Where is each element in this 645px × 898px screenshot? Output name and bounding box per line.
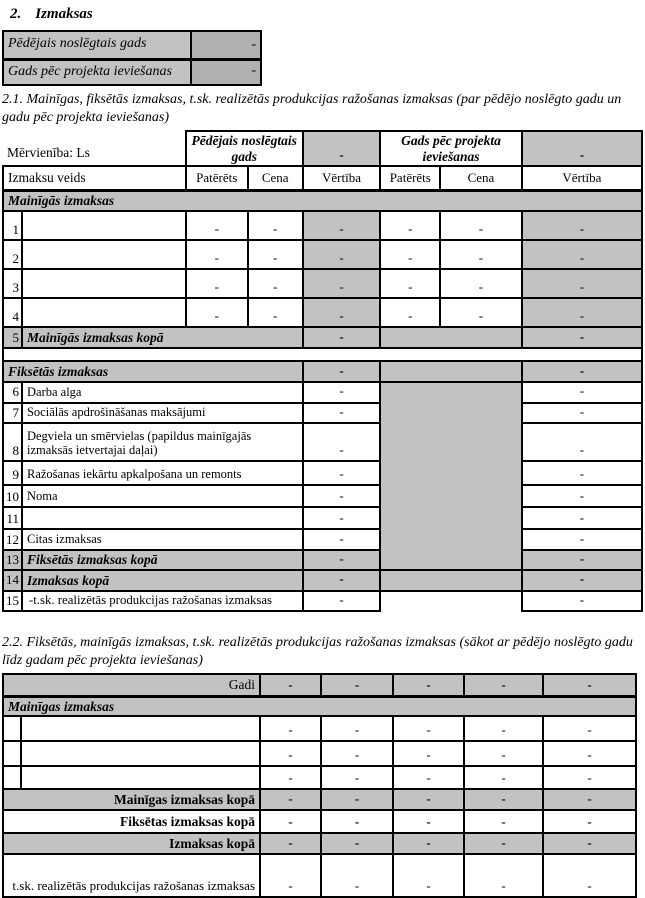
value-cell: - (303, 382, 381, 402)
table-row (3, 382, 642, 402)
value-cell: - (248, 269, 303, 298)
value-cell: - (393, 789, 464, 810)
variable-costs-total-row (3, 789, 636, 810)
value-cell: - (522, 298, 642, 327)
row-label (22, 298, 186, 327)
row-label (22, 269, 186, 298)
table-row (3, 31, 261, 59)
years-header-row (3, 674, 636, 696)
value-cell: - (522, 211, 642, 240)
section-2-2-heading: 2.2. Fiksētās, mainīgās izmaksas, t.sk. realizētās produkcijas ražošanas izmaksas (sākot ar pēdējo noslēgto gadu līdz gadam pēc projekta ieviešanas) (2, 635, 633, 669)
value-cell: - (248, 211, 303, 240)
incl-production-costs-row (3, 591, 642, 611)
value-cell: - (440, 269, 522, 298)
value-cell: - (393, 854, 464, 897)
value-cell: - (543, 833, 636, 854)
value-cell: - (464, 810, 543, 833)
costs-table-2-1 (2, 130, 643, 612)
value-cell: - (440, 298, 522, 327)
value-cell: - (303, 298, 381, 327)
value-cell: - (321, 766, 393, 789)
group2-header: Gads pēc projekta ieviešanas (380, 131, 521, 166)
row-number: 7 (3, 403, 22, 423)
value-cell: - (522, 361, 642, 382)
value-cell: - (303, 591, 381, 611)
fixed-costs-total-row (3, 810, 636, 833)
table-row (3, 529, 642, 550)
value-cell: - (321, 833, 393, 854)
value-cell: - (522, 591, 642, 611)
table-row (3, 741, 636, 766)
page-title (10, 6, 643, 23)
value-cell: - (393, 716, 464, 741)
value-cell: - (543, 789, 636, 810)
value-cell: - (380, 298, 440, 327)
value-cell: - (186, 240, 248, 269)
value-cell: - (393, 741, 464, 766)
row-label: Sociālās apdrošināšanas maksājumi (22, 403, 303, 423)
empty-region (380, 591, 521, 611)
value-cell: - (464, 789, 543, 810)
value-cell: - (380, 269, 440, 298)
year-after-project-label: Gads pēc projekta ieviešanas (3, 59, 191, 85)
row-label (22, 211, 186, 240)
value-cell: - (260, 833, 321, 854)
value-cell: - (393, 766, 464, 789)
table-row (3, 485, 642, 507)
value-cell: - (440, 211, 522, 240)
merged-gray-cell (380, 570, 521, 590)
unit-label: Mērvienība: Ls (3, 131, 186, 166)
value-cell: - (321, 716, 393, 741)
year-after-project-value: - (191, 59, 261, 85)
row-label (22, 507, 303, 529)
group1-header: Pēdējais noslēgtais gads (186, 131, 303, 166)
value-cell: - (543, 854, 636, 897)
fixed-costs-section-label: Fiksētās izmaksas (3, 361, 303, 382)
variable-costs-total-label: Mainīgas izmaksas kopā (3, 789, 260, 810)
total-costs-row (3, 570, 642, 590)
value-cell: - (522, 240, 642, 269)
row-number: 14 (3, 570, 22, 590)
row-number: 8 (3, 423, 22, 461)
row-number: 13 (3, 550, 22, 570)
value-cell: - (260, 741, 321, 766)
value-cell: - (303, 327, 381, 348)
row-label: Citas izmaksas (22, 529, 303, 550)
value-cell: - (522, 327, 642, 348)
total-costs-label: Izmaksas kopā (22, 570, 303, 590)
row-number: 11 (3, 507, 22, 529)
value-cell: - (393, 810, 464, 833)
row-label (21, 741, 260, 766)
costs-by-year-table-2-2 (2, 673, 637, 898)
row-label (22, 240, 186, 269)
value-cell: - (260, 789, 321, 810)
value-cell: - (303, 485, 381, 507)
value-cell: - (303, 211, 381, 240)
incl-production-costs-label: t.sk. realizētās produkcijas ražošanas izmaksas (3, 854, 260, 897)
value-cell: - (440, 240, 522, 269)
row-number: 1 (3, 211, 22, 240)
value-cell: - (543, 716, 636, 741)
value-cell: - (522, 461, 642, 485)
year-cell: - (321, 674, 393, 696)
section-2-1-heading: 2.1. Mainīgas, fiksētās izmaksas, t.sk. realizētās produkcijas ražošanas izmaksas (par pēdējo noslēgto gadu un gadu pēc projekta ieviešanas) (2, 92, 622, 126)
row-number: 15 (3, 591, 22, 611)
fixed-costs-total-row (3, 550, 642, 570)
table-row (3, 507, 642, 529)
incl-production-costs-row (3, 854, 636, 897)
title-text: Izmaksas (35, 6, 93, 22)
table-row (3, 59, 261, 85)
table-row (3, 716, 636, 741)
value-cell: - (543, 766, 636, 789)
incl-production-costs-label: -t.sk. realizētās produkcijas ražošanas izmaksas (22, 591, 303, 611)
value-cell: - (543, 741, 636, 766)
variable-costs-total-label: Mainīgās izmaksas kopā (22, 327, 303, 348)
table-row (3, 269, 642, 298)
value-cell: - (321, 854, 393, 897)
value-cell: - (303, 529, 381, 550)
col-value-1: Vērtība (303, 166, 381, 190)
value-cell: - (393, 833, 464, 854)
value-cell: - (303, 403, 381, 423)
variable-costs-section-label: Mainīgās izmaksas (3, 190, 642, 211)
cost-type-header: Izmaksu veids (3, 166, 186, 190)
year-cell: - (543, 674, 636, 696)
value-cell: - (522, 423, 642, 461)
table-row (3, 240, 642, 269)
value-cell: - (380, 240, 440, 269)
merged-gray-cell (380, 361, 521, 382)
row-number (3, 741, 21, 766)
value-cell: - (303, 550, 381, 570)
row-number: 3 (3, 269, 22, 298)
value-cell: - (303, 240, 381, 269)
row-number (3, 716, 21, 741)
row-number: 12 (3, 529, 22, 550)
fixed-costs-total-label: Fiksētas izmaksas kopā (3, 810, 260, 833)
value-cell: - (464, 766, 543, 789)
group1-value-cell: - (303, 131, 381, 166)
value-cell: - (248, 240, 303, 269)
value-cell: - (260, 716, 321, 741)
row-label (21, 716, 260, 741)
col-price-1: Cena (248, 166, 303, 190)
variable-costs-section-row (3, 190, 642, 211)
table-subheader-row (3, 166, 642, 190)
table-row (3, 766, 636, 789)
value-cell: - (260, 854, 321, 897)
row-number: 2 (3, 240, 22, 269)
value-cell: - (303, 269, 381, 298)
spacer-cell (3, 348, 642, 361)
variable-costs-section-label: Mainīgas izmaksas (3, 696, 636, 716)
table-row (3, 423, 642, 461)
table-row (3, 211, 642, 240)
value-cell: - (321, 810, 393, 833)
year-cell: - (260, 674, 321, 696)
value-cell: - (464, 833, 543, 854)
variable-costs-section-row (3, 696, 636, 716)
value-cell: - (464, 854, 543, 897)
value-cell: - (303, 461, 381, 485)
value-cell: - (321, 741, 393, 766)
value-cell: - (260, 766, 321, 789)
value-cell: - (260, 810, 321, 833)
value-cell: - (522, 485, 642, 507)
col-consumed-1: Patērēts (186, 166, 248, 190)
last-closed-year-label: Pēdējais noslēgtais gads (3, 31, 191, 59)
value-cell: - (522, 570, 642, 590)
value-cell: - (464, 741, 543, 766)
value-cell: - (522, 269, 642, 298)
value-cell: - (186, 298, 248, 327)
value-cell: - (522, 529, 642, 550)
row-number: 5 (3, 327, 22, 348)
row-label: Degviela un smērvielas (papildus mainīgajās izmaksās ietvertajai daļai) (22, 423, 303, 461)
value-cell: - (186, 211, 248, 240)
value-cell: - (522, 403, 642, 423)
row-number: 9 (3, 461, 22, 485)
total-costs-row (3, 833, 636, 854)
col-consumed-2: Patērēts (380, 166, 440, 190)
year-cell: - (393, 674, 464, 696)
year-cell: - (464, 674, 543, 696)
variable-costs-total-row (3, 327, 642, 348)
group2-value-cell: - (522, 131, 642, 166)
col-price-2: Cena (440, 166, 522, 190)
row-number: 10 (3, 485, 22, 507)
value-cell: - (303, 361, 381, 382)
year-summary-table (2, 30, 262, 86)
row-number (3, 766, 21, 789)
value-cell: - (522, 382, 642, 402)
fixed-costs-section-row (3, 361, 642, 382)
value-cell: - (522, 550, 642, 570)
value-cell: - (522, 507, 642, 529)
merged-gray-block (380, 382, 521, 570)
table-row (3, 461, 642, 485)
value-cell: - (303, 570, 381, 590)
total-costs-label: Izmaksas kopā (3, 833, 260, 854)
value-cell: - (543, 810, 636, 833)
table-header-row (3, 131, 642, 166)
row-number: 6 (3, 382, 22, 402)
value-cell: - (186, 269, 248, 298)
col-value-2: Vērtība (522, 166, 642, 190)
row-label: Noma (22, 485, 303, 507)
row-number: 4 (3, 298, 22, 327)
row-label (21, 766, 260, 789)
spacer-row (3, 348, 642, 361)
row-label: Ražošanas iekārtu apkalpošana un remonts (22, 461, 303, 485)
value-cell: - (380, 211, 440, 240)
row-label: Darba alga (22, 382, 303, 402)
merged-gray-cell (380, 327, 521, 348)
table-row (3, 298, 642, 327)
last-closed-year-value: - (191, 31, 261, 59)
fixed-costs-total-label: Fiksētās izmaksas kopā (22, 550, 303, 570)
value-cell: - (321, 789, 393, 810)
value-cell: - (464, 716, 543, 741)
years-label: Gadi (3, 674, 260, 696)
table-row (3, 403, 642, 423)
value-cell: - (303, 507, 381, 529)
title-number: 2. (10, 6, 22, 22)
value-cell: - (303, 423, 381, 461)
value-cell: - (248, 298, 303, 327)
